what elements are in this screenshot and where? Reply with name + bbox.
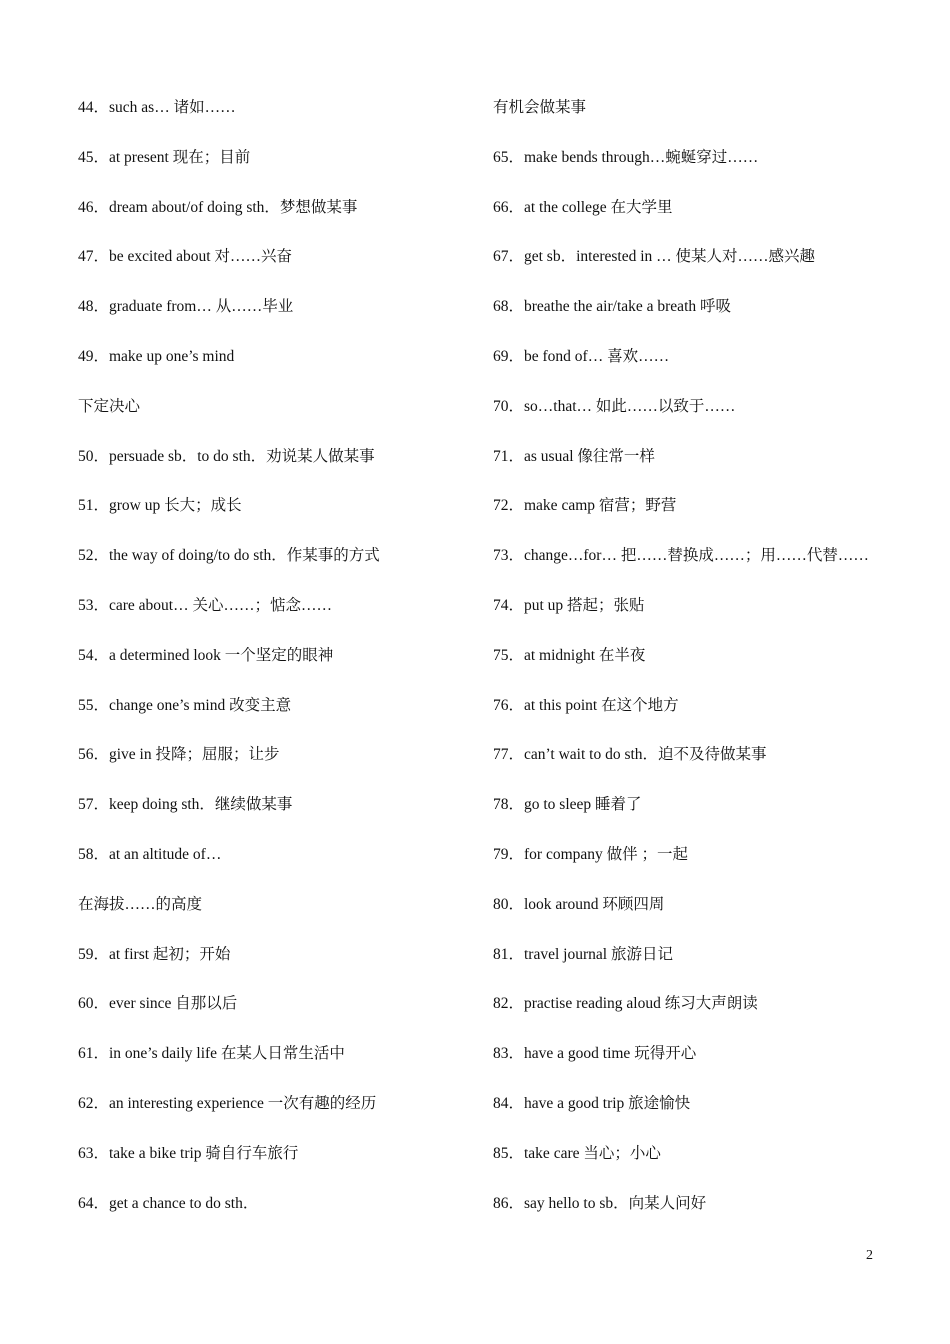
list-item: 45．at present 现在；目前 xyxy=(78,148,251,166)
list-item: 77．can’t wait to do sth．迫不及待做某事 xyxy=(493,746,767,764)
list-item: 47．be excited about 对……兴奋 xyxy=(78,248,292,266)
list-item: 86．say hello to sb．向某人问好 xyxy=(493,1194,707,1212)
list-item: 81．travel journal 旅游日记 xyxy=(493,945,673,963)
list-item: 71．as usual 像往常一样 xyxy=(493,447,655,465)
list-item: 67．get sb．interested in … 使某人对……感兴趣 xyxy=(493,248,816,266)
list-item: 85．take care 当心；小心 xyxy=(493,1144,661,1162)
list-item: 66．at the college 在大学里 xyxy=(493,198,673,216)
list-item: 48．graduate from… 从……毕业 xyxy=(78,298,294,316)
list-item: 84．have a good trip 旅途愉快 xyxy=(493,1094,691,1112)
list-item: 61．in one’s daily life 在某人日常生活中 xyxy=(78,1045,345,1063)
list-item: 73．change…for… 把……替换成……；用……代替…… xyxy=(493,547,869,565)
list-item: 46．dream about/of doing sth．梦想做某事 xyxy=(78,198,358,216)
left-column xyxy=(78,96,448,1241)
list-item-continuation: 在海拔……的高度 xyxy=(78,895,203,913)
right-column xyxy=(493,96,878,1241)
list-item: 53．care about… 关心……；惦念…… xyxy=(78,596,332,614)
list-item: 44．such as… 诸如…… xyxy=(78,99,236,116)
list-item: 49．make up one’s mind xyxy=(78,347,235,365)
list-item: 68．breathe the air/take a breath 呼吸 xyxy=(493,298,731,316)
list-item: 59．at first 起初；开始 xyxy=(78,945,231,963)
list-item: 72．make camp 宿营；野营 xyxy=(493,497,677,515)
list-item: 58．at an altitude of… xyxy=(78,845,222,863)
list-item: 70．so…that… 如此……以致于…… xyxy=(493,397,736,415)
list-item: 65．make bends through…蜿蜒穿过…… xyxy=(493,148,759,166)
list-item: 75．at midnight 在半夜 xyxy=(493,646,646,664)
list-item: 62．an interesting experience 一次有趣的经历 xyxy=(78,1094,377,1112)
list-item: 54．a determined look 一个坚定的眼神 xyxy=(78,646,334,664)
list-item: 52．the way of doing/to do sth．作某事的方式 xyxy=(78,547,380,565)
list-item: 57．keep doing sth．继续做某事 xyxy=(78,796,293,814)
list-item: 51．grow up 长大；成长 xyxy=(78,497,242,515)
list-item: 55．change one’s mind 改变主意 xyxy=(78,696,292,714)
list-item: 60．ever since 自那以后 xyxy=(78,995,238,1013)
list-item-continuation: 下定决心 xyxy=(78,397,141,415)
list-item: 74．put up 搭起；张贴 xyxy=(493,596,645,614)
list-item: 50．persuade sb．to do sth．劝说某人做某事 xyxy=(78,447,375,465)
list-item-continuation: 有机会做某事 xyxy=(493,99,587,116)
page-number: 2 xyxy=(866,1248,873,1263)
list-item: 76．at this point 在这个地方 xyxy=(493,696,679,714)
list-item: 80．look around 环顾四周 xyxy=(493,895,665,913)
list-item: 78．go to sleep 睡着了 xyxy=(493,796,642,814)
list-item: 82．practise reading aloud 练习大声朗读 xyxy=(493,995,758,1013)
list-item: 64．get a chance to do sth． xyxy=(78,1194,259,1212)
list-item: 69．be fond of… 喜欢…… xyxy=(493,347,670,365)
list-item: 63．take a bike trip 骑自行车旅行 xyxy=(78,1144,299,1162)
list-item: 83．have a good time 玩得开心 xyxy=(493,1045,697,1063)
list-item: 79．for company 做伴 ；一起 xyxy=(493,845,689,863)
list-item: 56．give in 投降；屈服；让步 xyxy=(78,746,280,764)
